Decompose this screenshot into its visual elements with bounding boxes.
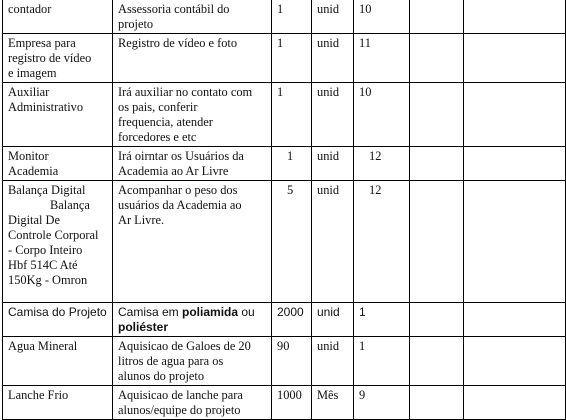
empty-cell: [464, 386, 566, 420]
empty-cell: [410, 83, 464, 147]
quantity-cell: [272, 34, 312, 83]
quantity-cell: [272, 337, 312, 386]
empty-cell: [464, 34, 566, 83]
number-cell: [354, 303, 410, 337]
item-name-cell: [3, 147, 113, 181]
description-text: ou: [238, 305, 255, 319]
empty-cell: [464, 337, 566, 386]
description-line: forcedores e etc: [118, 130, 197, 144]
unit: unid: [317, 85, 340, 99]
quantity: 90: [277, 339, 290, 353]
table-row: [3, 303, 566, 337]
empty-cell: [464, 181, 566, 303]
description-line: os pais, conferir: [118, 100, 198, 114]
item-name-line: Empresa para: [8, 36, 76, 50]
description-line: [118, 305, 268, 320]
number: 12: [369, 183, 382, 197]
empty-cell: [410, 386, 464, 420]
table-row: [3, 83, 566, 147]
items-table: [2, 0, 566, 420]
empty-cell: [410, 181, 464, 303]
item-name-cell: [3, 303, 113, 337]
unit: unid: [317, 2, 340, 16]
item-name-line: Digital De: [8, 213, 60, 227]
number-cell: [354, 181, 410, 303]
quantity-cell: [272, 0, 312, 34]
description-line: alunos/equipe do projeto: [118, 403, 241, 417]
number: 12: [369, 149, 382, 163]
unit: Mês: [317, 388, 339, 402]
description-line: Registro de vídeo e foto: [118, 36, 238, 50]
number: 10: [359, 2, 372, 16]
empty-cell: [464, 0, 566, 34]
item-name-line: Monitor: [8, 149, 49, 163]
quantity: 1: [277, 85, 284, 99]
description-cell: [113, 0, 272, 34]
unit-cell: [312, 34, 354, 83]
table-row: [3, 386, 566, 420]
unit: unid: [317, 305, 340, 319]
item-name-cell: [3, 337, 113, 386]
quantity-cell: [272, 386, 312, 420]
number-cell: [354, 386, 410, 420]
unit-cell: [312, 337, 354, 386]
quantity: 5: [287, 183, 294, 197]
description-line: usuários da Academia ao: [118, 198, 242, 212]
description-line: Aquisicao de lanche para: [118, 388, 243, 402]
number: 11: [359, 36, 371, 50]
description-text: Camisa em: [118, 305, 183, 319]
item-name-line: Academia: [8, 164, 59, 178]
quantity: 1: [277, 2, 284, 16]
description-line: projeto: [118, 17, 154, 31]
unit: unid: [317, 183, 340, 197]
description-cell: [113, 83, 272, 147]
empty-cell: [410, 34, 464, 83]
number-cell: [354, 147, 410, 181]
unit: unid: [317, 149, 340, 163]
empty-cell: [464, 303, 566, 337]
item-name: contador: [8, 2, 52, 16]
item-name-line: Administrativo: [8, 100, 84, 114]
item-name-cell: [3, 83, 113, 147]
item-name: Camisa do Projeto: [8, 305, 107, 319]
description-cell: [113, 147, 272, 181]
description-bold-text: poliamida: [182, 305, 239, 319]
empty-cell: [464, 83, 566, 147]
description-line: Academia ao Ar Livre: [118, 164, 229, 178]
quantity: 1: [277, 36, 284, 50]
unit-cell: [312, 0, 354, 34]
item-name-line: registro de vídeo: [8, 51, 92, 65]
item-name-cell: [3, 0, 113, 34]
number: 10: [359, 85, 372, 99]
empty-cell: [410, 337, 464, 386]
item-name-line: Balança: [50, 198, 90, 212]
unit-cell: [312, 83, 354, 147]
description-line: Irá oirntar os Usuários da: [118, 149, 244, 163]
table-row: [3, 0, 566, 34]
description-line: Assessoria contábil do: [118, 2, 230, 16]
quantity-cell: [272, 83, 312, 147]
description-line: Ar Livre.: [118, 213, 165, 227]
description-line: litros de agua para os: [118, 354, 224, 368]
description-line: Aquisicao de Galoes de 20: [118, 339, 251, 353]
item-name-cell: [3, 34, 113, 83]
quantity-cell: [272, 147, 312, 181]
unit: unid: [317, 36, 340, 50]
number-cell: [354, 0, 410, 34]
unit-cell: [312, 147, 354, 181]
description-cell: [113, 386, 272, 420]
description-line: Acompanhar o peso dos: [118, 183, 238, 197]
description-line: Irá auxiliar no contato com: [118, 85, 253, 99]
quantity: 1000: [277, 388, 302, 402]
item-name-cell: [3, 386, 113, 420]
number-cell: [354, 83, 410, 147]
item-name-line: 150Kg - Omron: [8, 273, 88, 287]
item-name-cell: [3, 181, 113, 303]
table-row: [3, 147, 566, 181]
unit-cell: [312, 181, 354, 303]
number: 9: [359, 388, 366, 402]
item-name-line: Balança Digital: [8, 183, 86, 197]
description-line: frequencia, atender: [118, 115, 213, 129]
quantity: 2000: [277, 305, 304, 319]
description-cell: [113, 337, 272, 386]
item-name-line: Controle Corporal: [8, 228, 99, 242]
item-name-line: Auxiliar: [8, 85, 50, 99]
table-row: [3, 337, 566, 386]
empty-cell: [410, 147, 464, 181]
description-line: alunos do projeto: [118, 369, 205, 383]
quantity-cell: [272, 303, 312, 337]
item-name: Lanche Frio: [8, 388, 69, 402]
number-cell: [354, 337, 410, 386]
empty-cell: [410, 0, 464, 34]
quantity: 1: [287, 149, 294, 163]
description-cell: [113, 34, 272, 83]
unit: unid: [317, 339, 340, 353]
empty-cell: [410, 303, 464, 337]
unit-cell: [312, 303, 354, 337]
quantity-cell: [272, 181, 312, 303]
item-name-line: - Corpo Inteiro: [8, 243, 83, 257]
description-cell: [113, 181, 272, 303]
number-cell: [354, 34, 410, 83]
table-row: [3, 181, 566, 303]
item-name: Agua Mineral: [8, 339, 78, 353]
description-bold-line: poliéster: [118, 320, 169, 334]
number: 1: [359, 305, 366, 319]
number: 1: [359, 339, 366, 353]
empty-cell: [464, 147, 566, 181]
description-cell: [113, 303, 272, 337]
unit-cell: [312, 386, 354, 420]
table-row: [3, 34, 566, 83]
item-name-line: Hbf 514C Até: [8, 258, 78, 272]
item-name-line: e imagem: [8, 66, 57, 80]
